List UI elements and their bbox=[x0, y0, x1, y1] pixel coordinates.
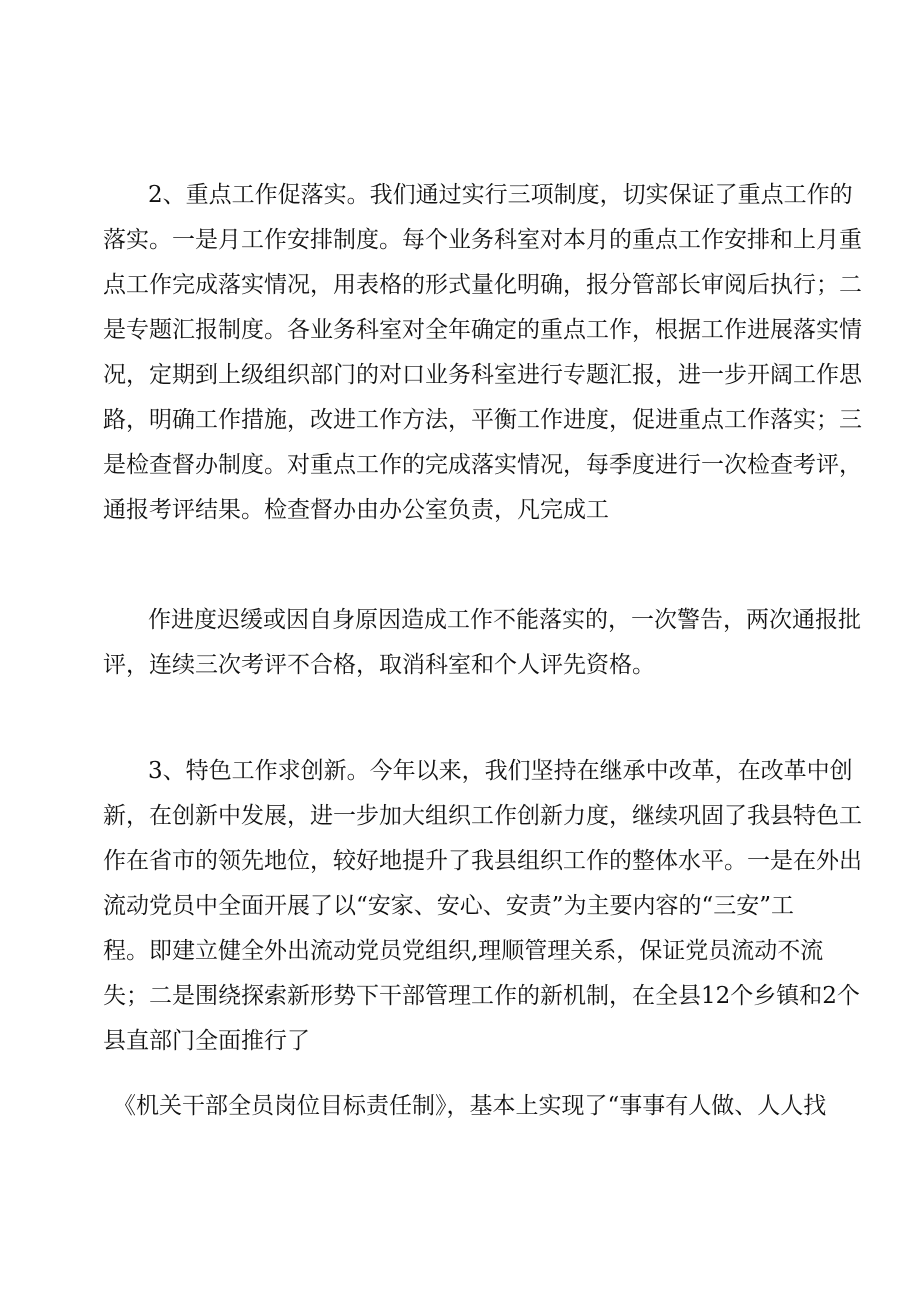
text-line: 评，连续三次考评不合格，取消科室和个人评先资格。 bbox=[103, 652, 655, 678]
text-line: 作进度迟缓或因自身原因造成工作不能落实的，一次警告，两次通报批 bbox=[148, 607, 861, 633]
text-line: 路，明确工作措施，改进工作方法，平衡工作进度，促进重点工作落实；三 bbox=[103, 407, 862, 433]
text-line: 《机关干部全员岗位目标责任制》，基本上实现了“事事有人做、人人找 bbox=[113, 1093, 827, 1119]
text-line: 程。即建立健全外出流动党员党组织,理顺管理关系，保证党员流动不流 bbox=[103, 938, 824, 964]
text-line: 落实。一是月工作安排制度。每个业务科室对本月的重点工作安排和上月重 bbox=[103, 227, 862, 253]
text-line: 作在省市的领先地位，较好地提升了我县组织工作的整体水平。一是在外出 bbox=[103, 848, 862, 874]
text-line: 点工作完成落实情况，用表格的形式量化明确，报分管部长审阅后执行；二 bbox=[103, 272, 862, 298]
text-line: 况，定期到上级组织部门的对口业务科室进行专题汇报，进一步开阔工作思 bbox=[103, 362, 862, 388]
text-line: 新，在创新中发展，进一步加大组织工作创新力度，继续巩固了我县特色工 bbox=[103, 803, 862, 829]
text-line: 是检查督办制度。对重点工作的完成落实情况，每季度进行一次检查考评， bbox=[103, 452, 862, 478]
text-line: 通报考评结果。检查督办由办公室负责，凡完成工 bbox=[103, 497, 609, 523]
text-line: 是专题汇报制度。各业务科室对全年确定的重点工作，根据工作进展落实情 bbox=[103, 317, 862, 343]
text-line: 失；二是围绕探索新形势下干部管理工作的新机制，在全县12个乡镇和2个 bbox=[103, 983, 860, 1009]
text-line: 县直部门全面推行了 bbox=[103, 1028, 310, 1054]
text-line: 流动党员中全面开展了以“安家、安心、安责”为主要内容的“三安”工 bbox=[103, 893, 795, 919]
text-line: 2、重点工作促落实。我们通过实行三项制度，切实保证了重点工作的 bbox=[148, 182, 853, 208]
text-line: 3、特色工作求创新。今年以来，我们坚持在继承中改革，在改革中创 bbox=[148, 758, 853, 784]
